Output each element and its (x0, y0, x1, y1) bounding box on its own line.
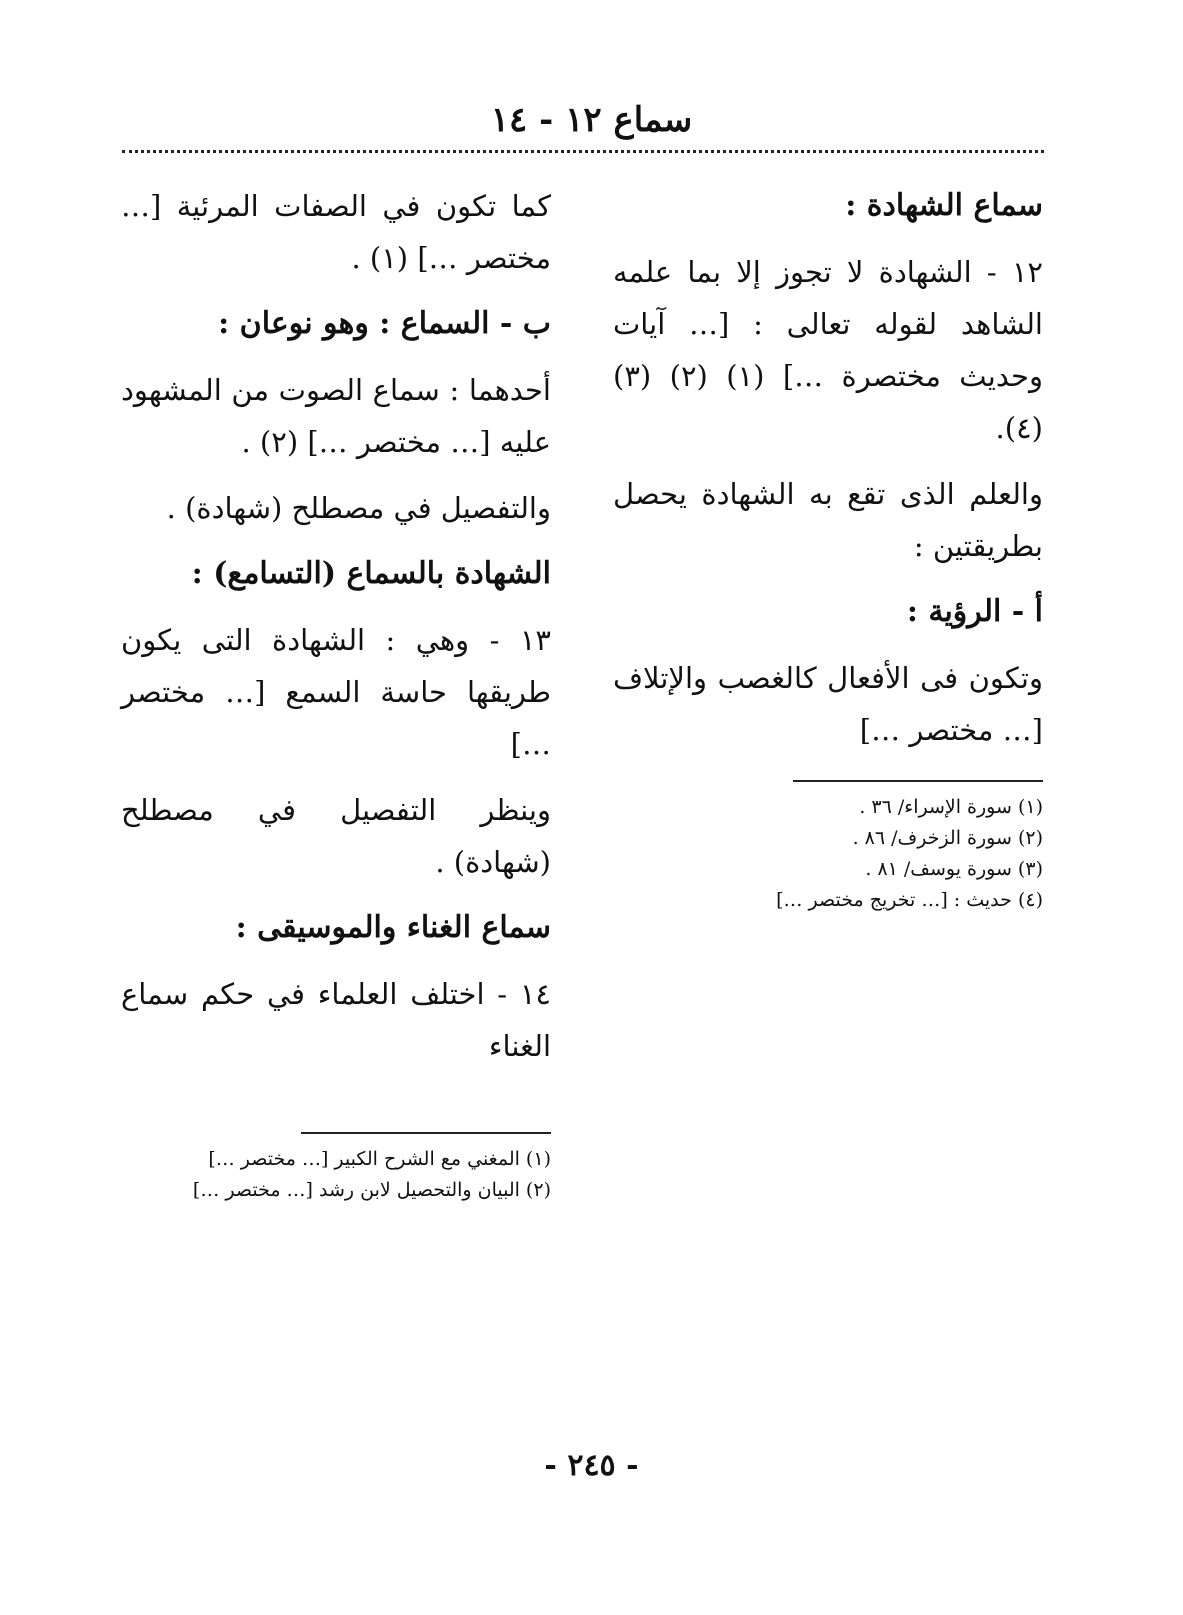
right-footnote-rule (793, 780, 1043, 782)
footnote: (٣) سورة يوسف/ ٨١ . (865, 858, 1043, 880)
paragraph: والعلم الذى تقع به الشهادة يحصل بطريقتين : (613, 477, 1043, 563)
left-column (121, 180, 551, 1206)
footnote: (٢) البيان والتحصيل لابن رشد [… مختصر …] (192, 1179, 551, 1201)
footnote: (٢) سورة الزخرف/ ٨٦ . (852, 827, 1043, 849)
paragraph: كما تكون في الصفات المرئية [… مختصر …] (١) . (121, 189, 551, 275)
footnote: (١) سورة الإسراء/ ٣٦ . (859, 796, 1043, 818)
paragraph: ١٤ - اختلف العلماء في حكم سماع الغناء (121, 977, 551, 1063)
paragraph: ١٢ - الشهادة لا تجوز إلا بما علمه الشاهد لقوله تعالى : [… آيات وحديث مختصرة …] (١) (٢) (٣) (٤). (613, 255, 1043, 445)
left-footnote-rule (301, 1132, 551, 1134)
paragraph: ١٣ - وهي : الشهادة التى يكون طريقها حاسة السمع [… مختصر …] (121, 623, 551, 761)
right-column (613, 180, 1043, 916)
running-head: سماع ١٢ - ١٤ (490, 100, 693, 140)
footnote: (٤) حديث : [… تخريج مختصر …] (776, 889, 1043, 911)
header-dotted-rule (122, 150, 1044, 153)
right-column-footnotes (613, 792, 1043, 916)
paragraph: وينظر التفصيل في مصطلح (شهادة) . (121, 793, 551, 879)
paragraph: والتفصيل في مصطلح (شهادة) . (166, 491, 551, 525)
left-column-body (121, 180, 551, 1072)
paragraph: وتكون فى الأفعال كالغصب والإتلاف [… مختصر …] (613, 661, 1043, 747)
section-heading: سماع الغناء والموسيقى : (235, 910, 551, 945)
footnote: (١) المغني مع الشرح الكبير [… مختصر …] (208, 1148, 551, 1170)
section-heading: سماع الشهادة : (845, 188, 1043, 223)
section-heading: ب - السماع : وهو نوعان : (218, 306, 551, 341)
left-column-footnotes (121, 1144, 551, 1206)
paragraph: أحدهما : سماع الصوت من المشهود عليه [… مختصر …] (٢) . (121, 373, 551, 459)
section-heading: أ - الرؤية : (906, 594, 1043, 629)
page-number: - ٢٤٥ - (544, 1448, 639, 1483)
section-heading: الشهادة بالسماع (التسامع) : (191, 556, 551, 591)
right-column-body (613, 180, 1043, 756)
